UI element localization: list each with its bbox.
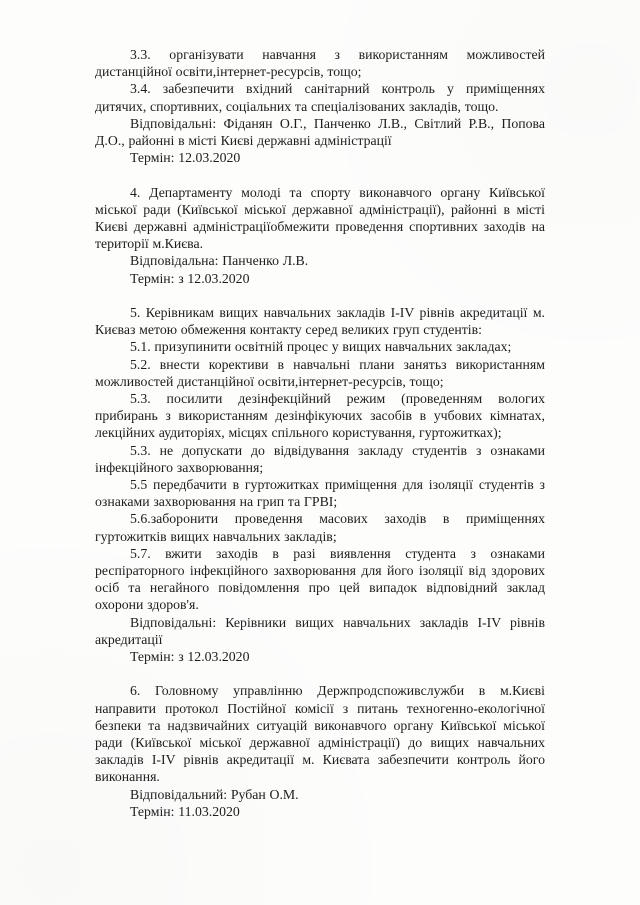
clause-4: 4. Департаменту молоді та спорту виконавчого органу Київської міської ради (Київської міської державної адміністрації), районні в місті Києві державні адміністраціїобмежити проведення спортивних заходів на території м.Києва. (95, 184, 545, 252)
clause-5-3-disinfection: 5.3. посилити дезінфекційний режим (проведенням вологих прибирань з використанням дезінфікуючих засобів в учбових кімнатах, лекційних аудиторіях, місцях спільного користування, гуртожитках); (95, 391, 545, 441)
clause-5: 5. Керівникам вищих навчальних закладів I-IV рівнів акредитації м. Києваз метою обмеження контакту серед великих груп студентів: (95, 305, 545, 338)
clause-3-3: 3.3. організувати навчання з використанням можливостей дистанційної освіти,інтернет-ресурсів, тощо; (95, 47, 545, 80)
clause-6: 6. Головному управлінню Держпродспоживслужби в м.Києві направити протокол Постійної комісії з питань техногенно-екологічної безпеки та надзвичайних ситуацій виконавчого органу Київської міської ради (Київської міської державної адміністрації) до вищих навчальних закладів I-IV рівнів акредитації м. Києвата забезпечити контроль його виконання. (95, 683, 545, 785)
term-line-section-3: Термін: 12.03.2020 (130, 150, 241, 166)
responsible-line-section-4: Відповідальна: Панченко Л.В. (130, 253, 309, 269)
responsible-line-section-6: Відповідальний: Рубан О.М. (130, 786, 299, 802)
clause-5-5: 5.5 передбачити в гуртожитках приміщення для ізоляції студентів з ознаками захворювання на грип та ГРВІ; (95, 477, 545, 510)
clause-5-3-no-admittance: 5.3. не допускати до відвідування закладу студентів з ознаками інфекційного захворювання; (95, 442, 545, 475)
clause-5-6: 5.6.заборонити проведення масових заходів в приміщеннях гуртожитків вищих навчальних закладів; (95, 511, 545, 544)
clause-5-2: 5.2. внести корективи в навчальні плани занятьз використанням можливостей дистанційної освіти,інтернет-ресурсів, тощо; (95, 356, 545, 389)
term-line-section-5: Термін: з 12.03.2020 (130, 649, 250, 665)
responsible-line-section-3: Відповідальні: Фіданян О.Г., Панченко Л.В., Світлий Р.В., Попова Д.О., районні в місті Києві державні адміністрації (95, 115, 545, 149)
term-line-section-6: Термін: 11.03.2020 (130, 803, 240, 819)
clause-5-7: 5.7. вжити заходів в разі виявлення студента з ознаками респіраторного інфекційного захворювання для його ізоляції від здорових осіб та негайного повідомлення про цей випадок відповідний заклад охорони здоров'я. (95, 545, 545, 613)
clause-5-1: 5.1. призупинити освітній процес у вищих навчальних закладах; (130, 339, 512, 355)
clause-3-4: 3.4. забезпечити вхідний санітарний контроль у приміщеннях дитячих, спортивних, соціальних та спеціалізованих закладів, тощо. (95, 81, 545, 114)
responsible-line-section-5: Відповідальні: Керівники вищих навчальних закладів I-IV рівнів акредитації (95, 614, 545, 647)
term-line-section-4: Термін: з 12.03.2020 (130, 270, 250, 286)
